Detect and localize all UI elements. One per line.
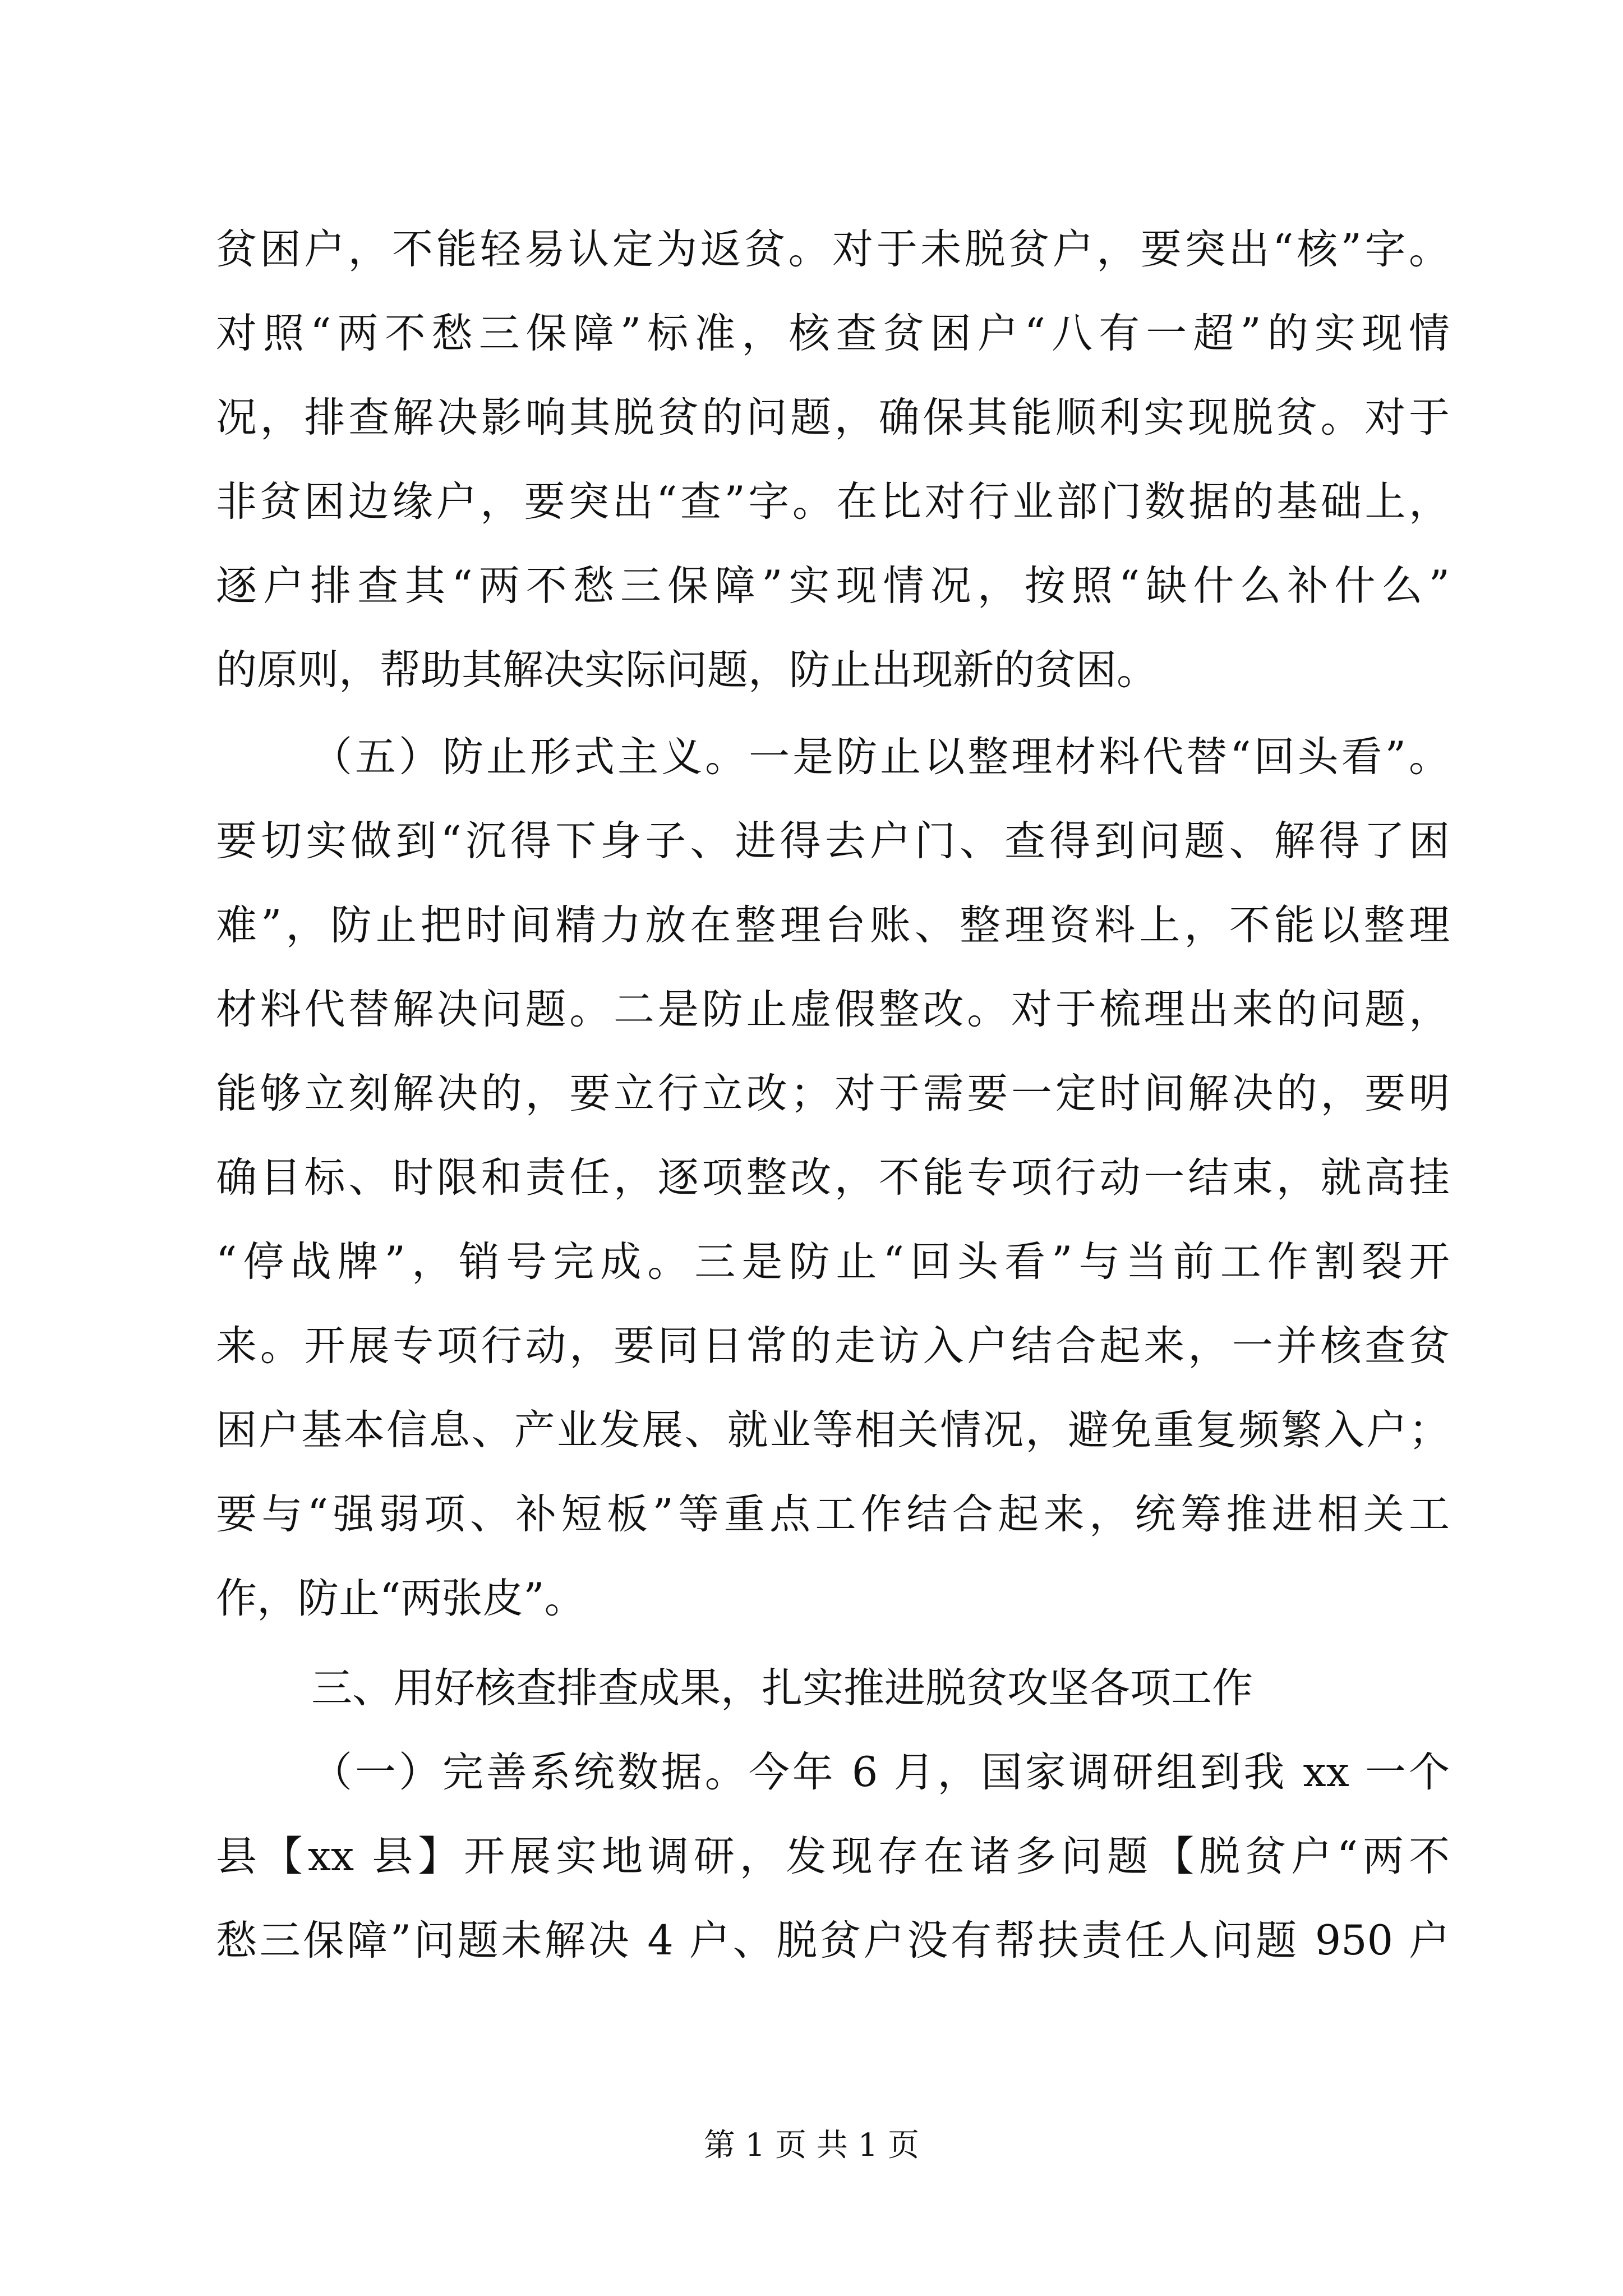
text-line-20: 县【xx 县】开展实地调研，发现存在诸多问题【脱贫户“两不 bbox=[216, 1833, 1450, 1880]
text-line-4: 非贫困边缘户，要突出“查”字。在比对行业部门数据的基础上， bbox=[216, 478, 1450, 526]
text-line-16: 要与“强弱项、补短板”等重点工作结合起来，统筹推进相关工 bbox=[216, 1490, 1450, 1538]
paragraph-5-heading-line: （五）防止形式主义。一是防止以整理材料代替“回头看”。 bbox=[311, 733, 1450, 781]
text-line-10: 材料代替解决问题。二是防止虚假整改。对于梳理出来的问题， bbox=[216, 986, 1450, 1033]
text-line-12: 确目标、时限和责任，逐项整改，不能专项行动一结束，就高挂 bbox=[216, 1154, 1450, 1202]
text-line-21: 愁三保障”问题未解决 4 户、脱贫户没有帮扶责任人问题 950 户 bbox=[216, 1917, 1450, 1964]
text-line-14: 来。开展专项行动，要同日常的走访入户结合起来，一并核查贫 bbox=[216, 1322, 1450, 1370]
text-line-13: “停战牌”，销号完成。三是防止“回头看”与当前工作割裂开 bbox=[216, 1238, 1450, 1286]
text-line-9: 难”，防止把时间精力放在整理台账、整理资料上，不能以整理 bbox=[216, 901, 1450, 949]
text-line-5: 逐户排查其“两不愁三保障”实现情况，按照“缺什么补什么” bbox=[216, 562, 1450, 610]
section-3-heading: 三、用好核查排查成果，扎实推进脱贫攻坚各项工作 bbox=[311, 1664, 1253, 1712]
subsection-1-first-line: （一）完善系统数据。今年 6 月，国家调研组到我 xx 一个 bbox=[311, 1749, 1450, 1796]
text-line-17: 作，防止“两张皮”。 bbox=[216, 1575, 585, 1622]
text-line-2: 对照“两不愁三保障”标准，核查贫困户“八有一超”的实现情 bbox=[216, 310, 1450, 357]
text-line-11: 能够立刻解决的，要立行立改；对于需要一定时间解决的，要明 bbox=[216, 1070, 1450, 1117]
text-line-8: 要切实做到“沉得下身子、进得去户门、查得到问题、解得了困 bbox=[216, 817, 1450, 865]
text-line-3: 况，排查解决影响其脱贫的问题，确保其能顺利实现脱贫。对于 bbox=[216, 394, 1450, 441]
text-line-15: 困户基本信息、产业发展、就业等相关情况，避免重复频繁入户； bbox=[216, 1406, 1450, 1454]
text-line-1: 贫困户，不能轻易认定为返贫。对于未脱贫户，要突出“核”字。 bbox=[216, 226, 1450, 273]
page-footer: 第 1 页 共 1 页 bbox=[703, 2127, 920, 2164]
text-line-6: 的原则，帮助其解决实际问题，防止出现新的贫困。 bbox=[216, 646, 1158, 694]
